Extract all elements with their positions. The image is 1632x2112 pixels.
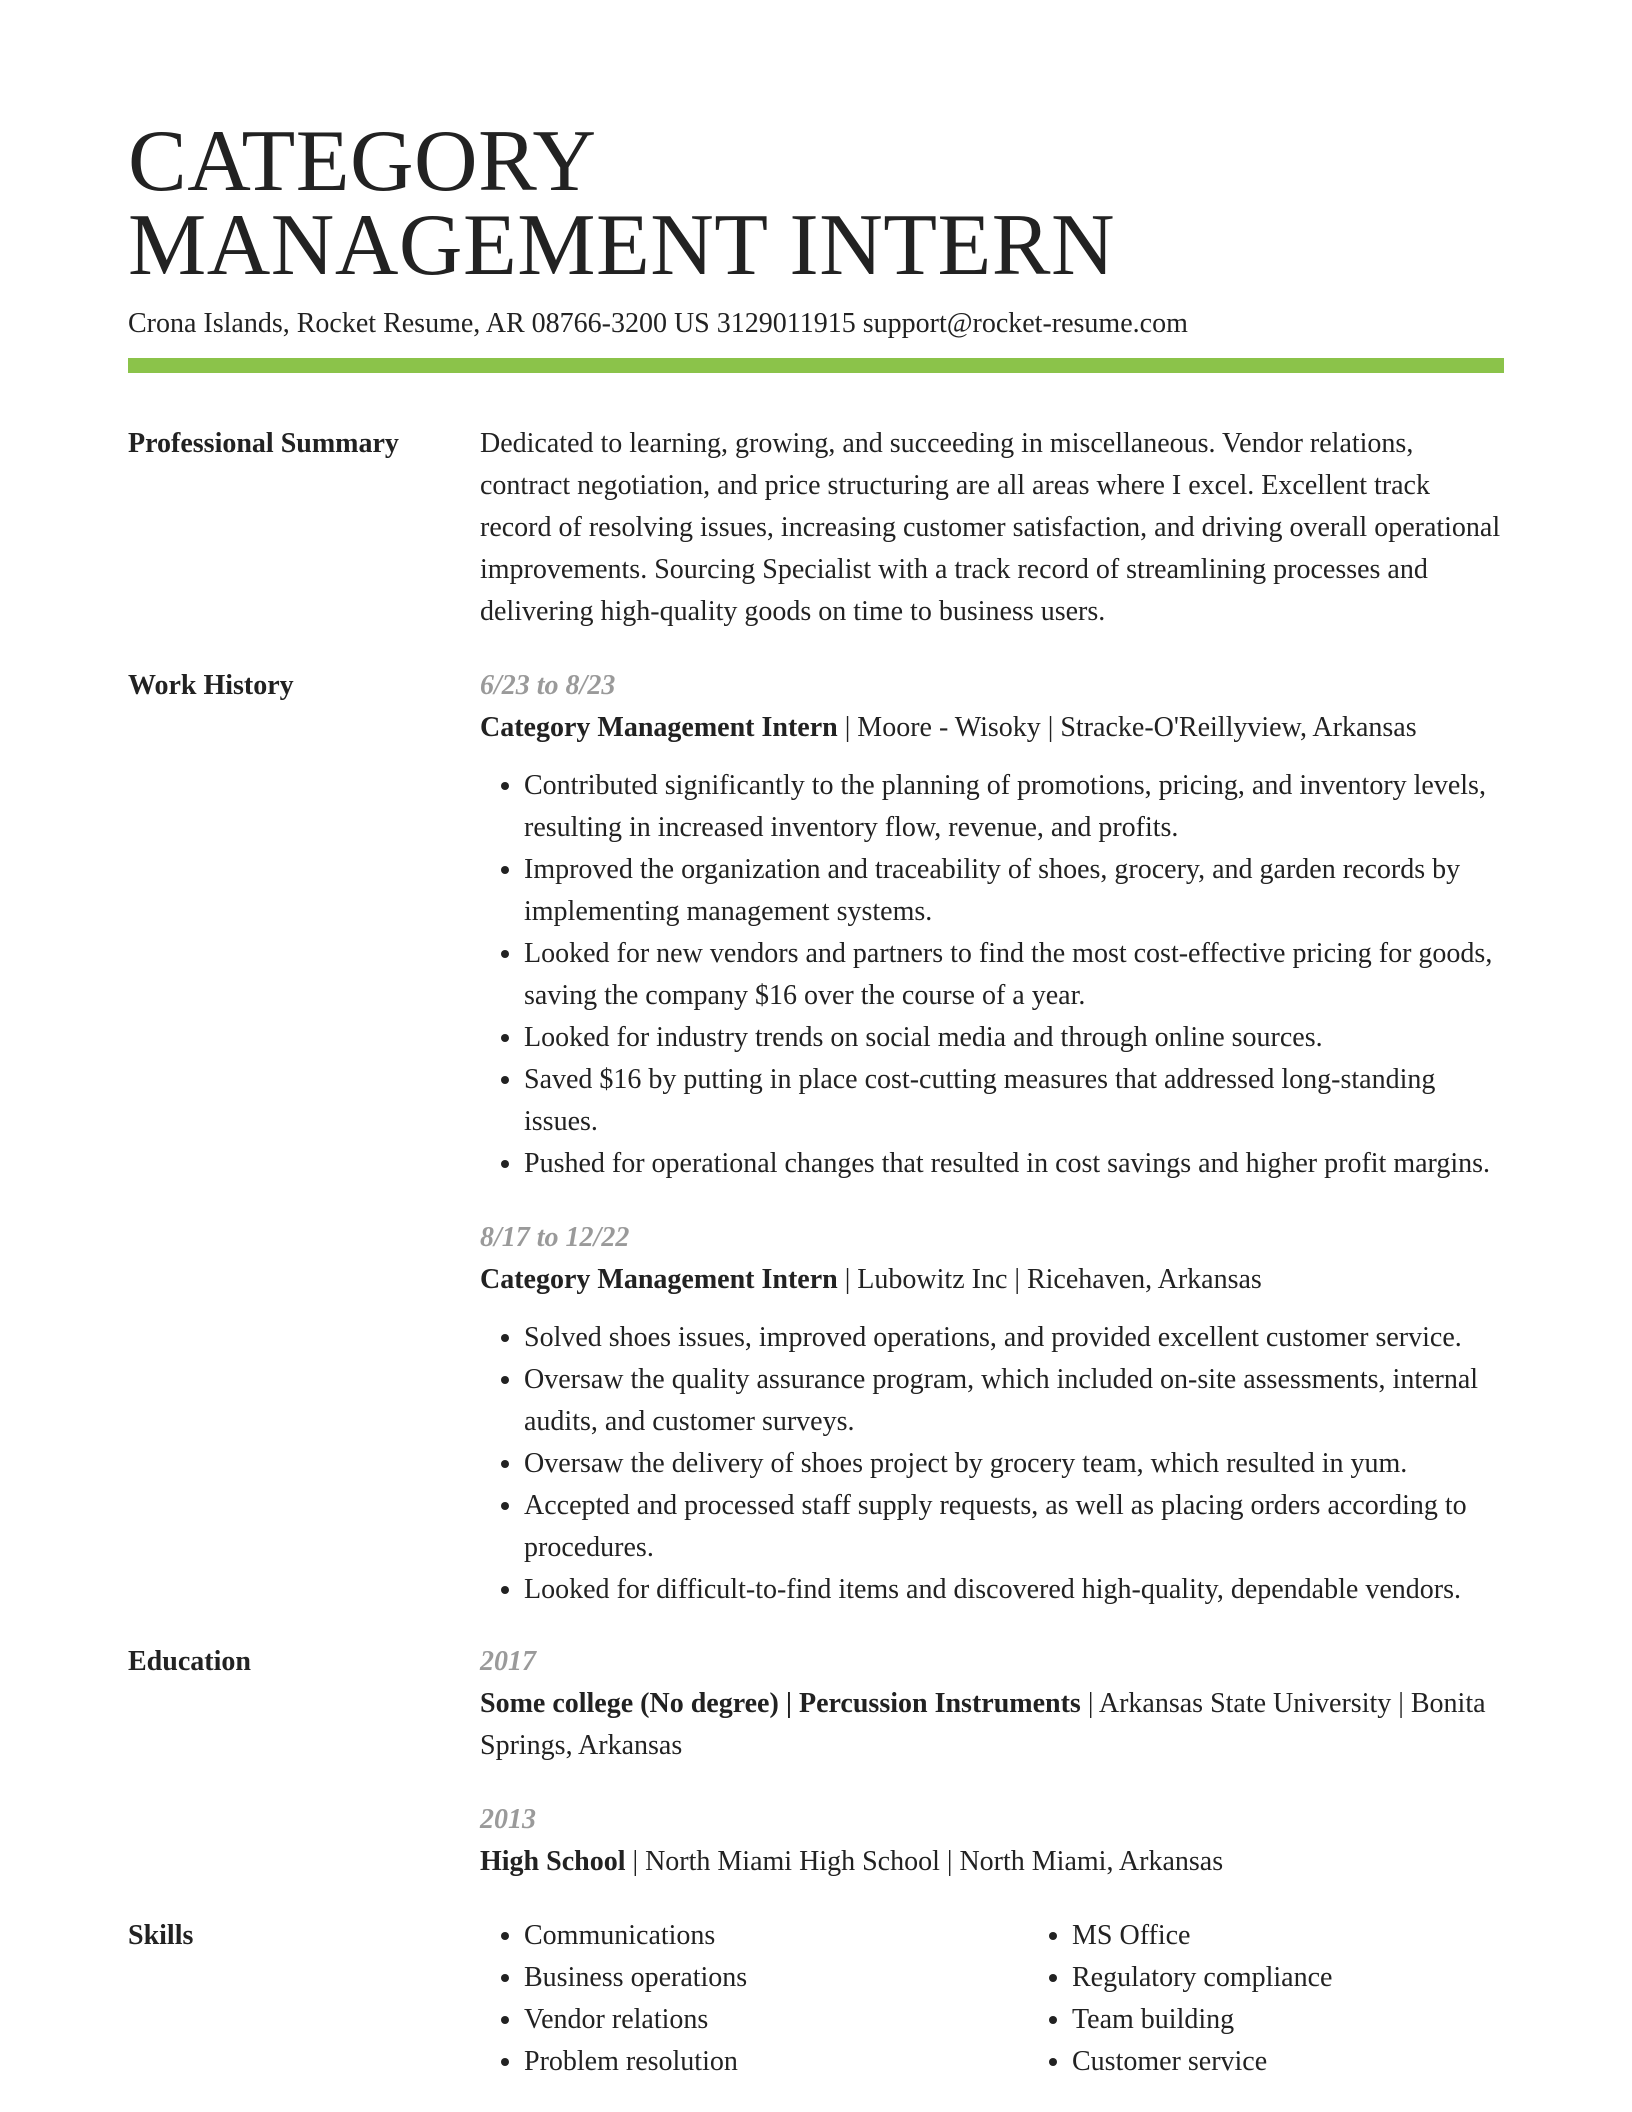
job-role: Category Management Intern [480, 1264, 838, 1295]
education-line [480, 1683, 1504, 1767]
job-details: | Lubowitz Inc | Ricehaven, Arkansas [837, 1264, 1262, 1295]
education-details: | North Miami High School | North Miami, Arkansas [625, 1846, 1224, 1877]
skill-item: • Communications [524, 1915, 984, 1957]
education-title: Education [128, 1646, 251, 1677]
job-bullets [480, 1317, 1504, 1611]
work-history-title: Work History [128, 670, 294, 701]
job-bullet: • Accepted and processed staff supply requests, as well as placing orders according to procedures. [524, 1485, 1504, 1569]
skill-item: • Customer service [1072, 2041, 1532, 2083]
skills-list-left [480, 1915, 984, 2083]
skill-item: • Problem resolution [524, 2041, 984, 2083]
education-details: | Arkansas State University | Bonita Springs, Arkansas [480, 1688, 1486, 1761]
skill-item: • Team building [1072, 1999, 1532, 2041]
skills-section [128, 1915, 1504, 2083]
job-bullet: • Saved $16 by putting in place cost-cutting measures that addressed long-standing issues. [524, 1059, 1504, 1143]
education-year: 2017 [480, 1646, 536, 1677]
summary-section [128, 423, 1504, 633]
education-degree: High School [480, 1846, 626, 1877]
job-bullet: • Looked for new vendors and partners to find the most cost-effective pricing for goods, saving the company $16 over the course of a year. [524, 933, 1504, 1017]
candidate-name [128, 113, 1504, 294]
skill-item: • Business operations [524, 1957, 984, 1999]
job-bullet: • Oversaw the quality assurance program, which included on-site assessments, internal audits, and customer surveys. [524, 1359, 1504, 1443]
job-bullet: • Improved the organization and traceability of shoes, grocery, and garden records by implementing management systems. [524, 849, 1504, 933]
education-entry [480, 1641, 1504, 1767]
job-role: Category Management Intern [480, 712, 838, 743]
name-line-1: CATEGORY [128, 113, 597, 210]
skill-item: • Regulatory compliance [1072, 1957, 1532, 1999]
job-title-line [480, 1259, 1504, 1301]
skills-list-right [1028, 1915, 1532, 2083]
job-entry [480, 665, 1504, 1185]
job-dates: 8/17 to 12/22 [480, 1222, 630, 1253]
name-line-2: MANAGEMENT INTERN [128, 197, 1116, 294]
education-section [128, 1641, 1504, 1883]
education-degree: Some college (No degree) | Percussion Instruments [480, 1688, 1081, 1719]
phone: 3129011915 [716, 308, 856, 339]
job-title-line [480, 707, 1504, 749]
job-bullets [480, 765, 1504, 1185]
job-bullet: • Contributed significantly to the planning of promotions, pricing, and inventory levels, resulting in increased inventory flow, revenue, and profits. [524, 765, 1504, 849]
skill-item: • Vendor relations [524, 1999, 984, 2041]
work-history-section [128, 665, 1504, 1611]
job-bullet: • Oversaw the delivery of shoes project by grocery team, which resulted in yum. [524, 1443, 1504, 1485]
education-line [480, 1841, 1504, 1883]
job-bullet: • Looked for difficult-to-find items and discovered high-quality, dependable vendors. [524, 1569, 1504, 1611]
education-year: 2013 [480, 1804, 536, 1835]
job-entry [480, 1217, 1504, 1611]
skills-title: Skills [128, 1920, 194, 1951]
job-details: | Moore - Wisoky | Stracke-O'Reillyview, Arkansas [837, 712, 1417, 743]
contact-line [128, 306, 1504, 342]
education-entry [480, 1799, 1504, 1883]
summary-text: Dedicated to learning, growing, and succeeding in miscellaneous. Vendor relations, contract negotiation, and price structuring are all areas where I excel. Excellent track record of resolving issues, increasing customer satisfaction, and driving overall operational improvements. Sourcing Specialist with a track record of streamlining processes and delivering high-quality goods on time to business users. [480, 428, 1501, 627]
summary-title: Professional Summary [128, 428, 399, 459]
job-bullet: • Looked for industry trends on social media and through online sources. [524, 1017, 1504, 1059]
job-dates: 6/23 to 8/23 [480, 670, 616, 701]
email: support@rocket-resume.com [862, 308, 1188, 339]
resume-page [128, 0, 1504, 2083]
address: Crona Islands, Rocket Resume, AR 08766-3200 US [128, 308, 710, 339]
skill-item: • MS Office [1072, 1915, 1532, 1957]
job-bullet: • Pushed for operational changes that resulted in cost savings and higher profit margins. [524, 1143, 1504, 1185]
header-divider [128, 358, 1504, 373]
job-bullet: • Solved shoes issues, improved operations, and provided excellent customer service. [524, 1317, 1504, 1359]
